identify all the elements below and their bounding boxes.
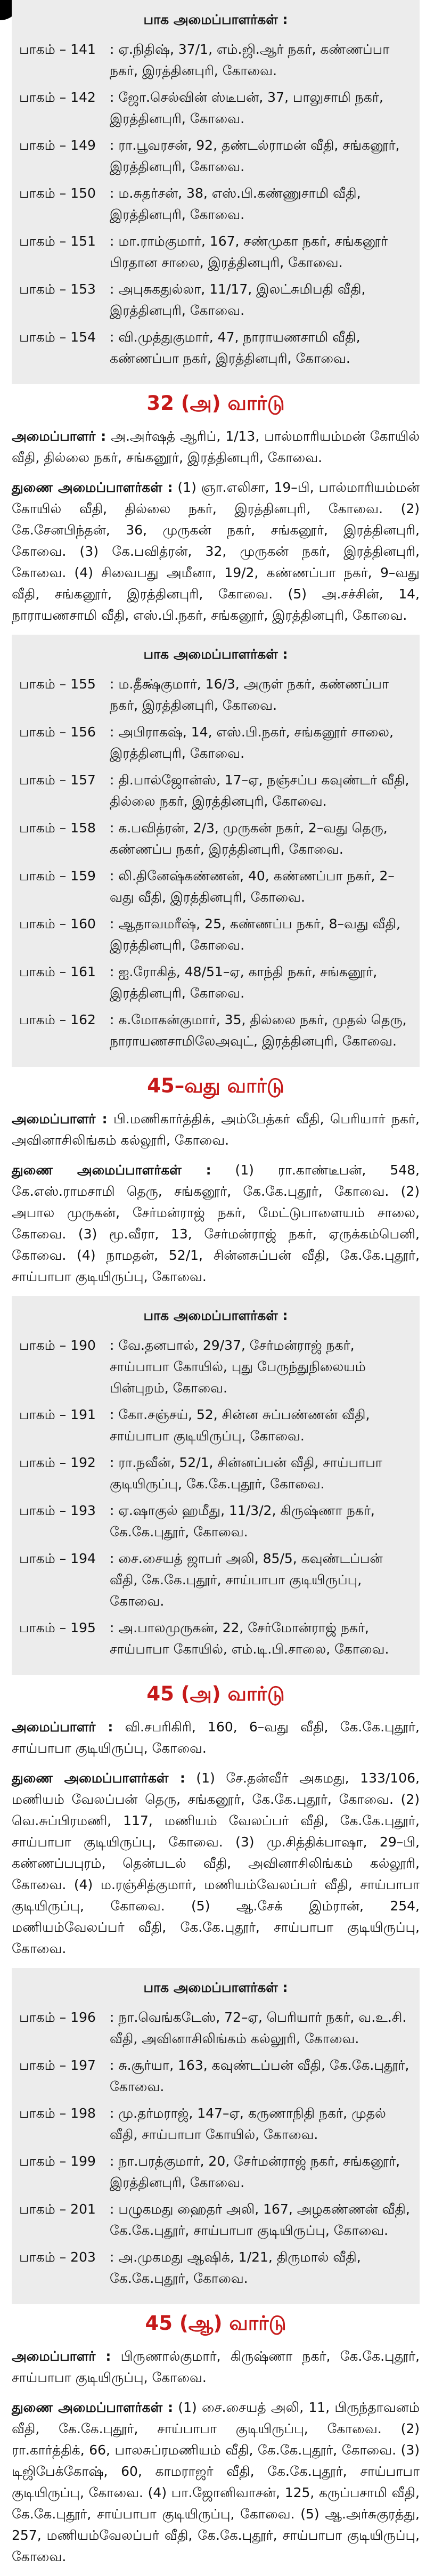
- part-organizer-details: : சை.சையத் ஜாபர் அலி, 85/5, கவுண்டப்பன் வீதி, கே.கே.புதூர், சாய்பாபா குடியிருப்பு, கோவை.: [110, 1551, 383, 1609]
- organizer-paragraph: [12, 1768, 420, 1959]
- part-number: பாகம் – 194: [19, 1551, 96, 1566]
- organizer-role-label: அமைப்பாளர் :: [12, 1719, 113, 1735]
- part-organizer-details: : ஏ.நிதிஷ், 37/1, எம்.ஜி.ஆர் நகர், கண்ணப்பா நகர், இரத்தினபுரி, கோவை.: [110, 42, 390, 78]
- box-heading: பாக அமைப்பாளர்கள் :: [143, 1308, 288, 1323]
- organizer-details: (1) சை.சையத் அலி, 11, பிருந்தாவனம் வீதி, கே.கே.புதூர், சாய்பாபா குடியிருப்பு, கோவை. (2) ரா.கார்த்திக், 66, பாலசுப்ரமணியம் வீதி, கே.கே.புதூர், கோவை. (3) டிஜிபேக்கோஷ், 60, காமராஜர் வீதி, கே.கே.புதூர், சாய்பாபா குடியிருப்பு, கோவை. (4) பா.ஜோனிவாசன், 125, கருப்பசாமி வீதி, கே.கே.புதூர், சாய்பாபா குடியிருப்பு, கோவை. (5) ஆ.அர்சுகுரத்து, 257, மணியம்வேலப்பர் வீதி, கே.கே.புதூர், சாய்பாபா குடியிருப்பு, கோவை.: [12, 2400, 420, 2564]
- part-organizer-details: : மு.தர்மராஜ், 147–ஏ, கருணாநிதி நகர், முதல் வீதி, சாய்பாபா கோயில், கோவை.: [110, 2105, 386, 2142]
- part-organizers-box: [12, 0, 420, 384]
- part-entry: [19, 2247, 412, 2289]
- part-number: பாகம் – 161: [19, 964, 96, 979]
- part-number: பாகம் – 157: [19, 772, 96, 788]
- part-entry: [19, 1617, 412, 1660]
- part-number: பாகம் – 199: [19, 2153, 96, 2169]
- part-organizers-box: [12, 635, 420, 1067]
- organizer-paragraph: [12, 1716, 420, 1759]
- part-entry: [19, 674, 412, 716]
- part-entry: [19, 2199, 412, 2241]
- part-entry: [19, 39, 412, 82]
- part-number: பாகம் – 160: [19, 916, 96, 931]
- organizer-role-label: துணை அமைப்பாளர்கள் :: [12, 1162, 211, 1178]
- part-organizer-details: : அபிராகஷ், 14, எஸ்.பி.நகர், சங்கனூர் சாலை, இரத்தினபுரி, கோவை.: [110, 724, 394, 761]
- ward-title: 45 (ஆ) வார்டு: [145, 2312, 286, 2335]
- part-organizer-details: : கோ.சஞ்சய், 52, சின்ன சுப்பண்ணன் வீதி, சாய்பாபா குடியிருப்பு, கோவை.: [110, 1407, 370, 1444]
- organizer-paragraph: [12, 1108, 420, 1151]
- ward-title: 32 (அ) வார்டு: [146, 392, 285, 415]
- part-entry: [19, 1009, 412, 1052]
- part-number: பாகம் – 158: [19, 820, 96, 836]
- part-entry: [19, 1452, 412, 1495]
- part-number: பாகம் – 162: [19, 1012, 96, 1027]
- part-number: பாகம் – 196: [19, 2010, 96, 2025]
- ward-title: 45–வது வார்டு: [147, 1074, 284, 1097]
- part-number: பாகம் – 150: [19, 185, 96, 201]
- part-organizer-details: : ரா.நவீன், 52/1, சின்னப்பன் வீதி, சாய்பாபா குடியிருப்பு, கே.கே.புதூர், கோவை.: [110, 1455, 382, 1492]
- organizer-paragraph: [12, 2346, 420, 2388]
- organizer-details: வி.சபரிகிரி, 160, 6–வது வீதி, கே.கே.புதூர், சாய்பாபா குடியிருப்பு, கோவை.: [12, 1719, 420, 1756]
- organizer-details: (1) ரா.காண்டீபன், 548, கே.எஸ்.ராமசாமி தெரு, சங்கனூர், கே.கே.புதூர், கோவை. (2) அபால முருகன், சேர்மன்ராஜ் நகர், மேட்டுபாளையம் சாலை, கோவை. (3) மூ.வீரா, 13, சேர்மன்ராஜ் நகர், ஏருக்கம்பெனி, கோவை. (4) நாமதன், 52/1, சின்னசுப்பன் வீதி, கே.கே.புதூர், சாய்பாபா குடியிருப்பு, கோவை.: [12, 1162, 420, 1284]
- organizer-details: பி.மணிகார்த்திக், அம்பேத்கர் வீதி, பெரியார் நகர், அவினாசிலிங்கம் கல்லூரி, கோவை.: [12, 1111, 420, 1148]
- organizer-role-label: துணை அமைப்பாளர்கள் :: [12, 2400, 174, 2415]
- part-organizer-details: : தி.பால்ஜோன்ஸ், 17–ஏ, நஞ்சப்ப கவுண்டர் வீதி, தில்லை நகர், இரத்தினபுரி, கோவை.: [110, 772, 409, 809]
- part-number: பாகம் – 159: [19, 868, 96, 884]
- part-organizer-details: : அ.பாலமுருகன், 22, சேர்மோன்ராஜ் நகர், சாய்பாபா கோயில், எம்.டி.பி.சாலை, கோவை.: [110, 1620, 389, 1657]
- part-entry: [19, 279, 412, 321]
- appointments-list: [12, 0, 420, 2576]
- part-organizer-details: : நா.பரத்குமார், 20, சேர்மன்ராஜ் நகர், சங்கனூர், இரத்தினபுரி, கோவை.: [110, 2153, 400, 2190]
- part-organizer-details: : வே.தனபால், 29/37, சேர்மன்ராஜ் நகர், சாய்பாபா கோயில், புது பேருந்துநிலையம் பின்புறம், கோவை.: [110, 1338, 366, 1396]
- part-entry: [19, 2055, 412, 2097]
- part-number: பாகம் – 195: [19, 1620, 96, 1635]
- part-entry: [19, 1404, 412, 1447]
- part-entry: [19, 1548, 412, 1612]
- part-entry: [19, 961, 412, 1004]
- part-organizer-details: : அபுசுகதுல்லா, 11/17, இலட்சுமிபதி வீதி, இரத்தினபுரி, கோவை.: [110, 281, 366, 318]
- organizer-details: (1) ஞா.எலிசா, 19–பி, பால்மாரியம்மன் கோயில் வீதி, தில்லை நகர், இரத்தினபுரி, கோவை. (2) கே.சேனபிந்தன், 36, முருகன் நகர், சங்கனூர், இரத்தினபுரி, கோவை. (3) கே.பவித்ரன், 32, முருகன் நகர், இரத்தினபுரி, கோவை. (4) சிவைபது அமீனா, 19/2, கண்ணப்பா நகர், 9–வது வீதி, சங்கனூர், இரத்தினபுரி, கோவை. (5) அ.சச்சின், 14, நாராயணசாமி வீதி, எஸ்.பி.நகர், சங்கனூர், இரத்தினபுரி, கோவை.: [12, 480, 420, 623]
- part-organizer-details: : க.மோகன்குமார், 35, தில்லை நகர், முதல் தெரு, நாராயணசாமிலேஅவுட், இரத்தினபுரி, கோவை.: [110, 1012, 407, 1049]
- part-organizer-details: : லி.தினேஷ்கண்ணன், 40, கண்ணப்பா நகர், 2–வது வீதி, இரத்தினபுரி, கோவை.: [110, 868, 395, 905]
- part-entry: [19, 2151, 412, 2193]
- part-entry: [19, 913, 412, 956]
- part-number: பாகம் – 190: [19, 1338, 96, 1353]
- part-entry: [19, 87, 412, 129]
- part-organizer-details: : ஜோ.செல்வின் ஸ்டீபன், 37, பாலுசாமி நகர், இரத்தினபுரி, கோவை.: [110, 90, 383, 126]
- part-entry: [19, 1335, 412, 1399]
- organizer-paragraph: [12, 2397, 420, 2567]
- part-number: பாகம் – 201: [19, 2201, 96, 2217]
- part-number: பாகம் – 151: [19, 233, 96, 249]
- organizer-paragraph: [12, 477, 420, 626]
- part-number: பாகம் – 197: [19, 2057, 96, 2073]
- part-organizer-details: : சு.சூர்யா, 163, கவுண்டப்பன் வீதி, கே.கே.புதூர், கோவை.: [110, 2057, 409, 2094]
- part-number: பாகம் – 141: [19, 42, 96, 57]
- part-organizer-details: : மா.ராம்குமார், 167, சண்முகா நகர், சங்கனூர் பிரதான சாலை, இரத்தினபுரி, கோவை.: [110, 233, 388, 270]
- part-organizer-details: : க.பவித்ரன், 2/3, முருகன் நகர், 2–வது தெரு, கண்ணப்ப நகர், இரத்தினபுரி, கோவை.: [110, 820, 388, 857]
- part-organizer-details: : ஆதாவமரீஷ், 25, கண்ணப்ப நகர், 8–வது வீதி, இரத்தினபுரி, கோவை.: [110, 916, 400, 953]
- ward-title: 45 (அ) வார்டு: [146, 1682, 285, 1705]
- part-number: பாகம் – 142: [19, 90, 96, 105]
- organizer-details: (1) சே.தன்வீர் அகமது, 133/106, மணியம் வேலப்பன் தெரு, சங்கனூர், கே.கே.புதூர், கோவை. (2) வெ.சுப்பிரமணி, 117, மணியம் வேலப்பர் வீதி, கே.கே.புதூர், சாய்பாபா குடியிருப்பு, கோவை. (3) மு.சித்திக்பாஷா, 29–பி, கண்ணப்பபுரம், தென்படல் வீதி, அவினாசிலிங்கம் கல்லூரி, கோவை. (4) ம.ரஞ்சித்குமார், மணியம்வேலப்பர் வீதி, சாய்பாபா குடியிருப்பு, கோவை. (5) ஆ.சேக் இம்ரான், 254, மணியம்வேலப்பர் வீதி, கே.கே.புதூர், சாய்பாபா குடியிருப்பு, கோவை.: [12, 1770, 420, 1956]
- part-organizers-box: [12, 1968, 420, 2304]
- part-organizer-details: : அ.முகமது ஆஷிக், 1/21, திருமால் வீதி, கே.கே.புதூர், கோவை.: [110, 2249, 361, 2286]
- part-organizer-details: : ஐ.ரோகித், 48/51–ஏ, காந்தி நகர், சங்கனூர், இரத்தினபுரி, கோவை.: [110, 964, 378, 1001]
- organizer-details: பிருணால்குமார், கிருஷ்ணா நகர், கே.கே.புதூர், சாய்பாபா குடியிருப்பு, கோவை.: [12, 2348, 420, 2385]
- part-entry: [19, 1500, 412, 1543]
- organizer-role-label: அமைப்பாளர் :: [12, 2348, 111, 2364]
- part-entry: [19, 769, 412, 812]
- part-number: பாகம் – 192: [19, 1455, 96, 1470]
- part-organizer-details: : ம.சுதர்சன், 38, எஸ்.பி.கண்ணுசாமி வீதி, இரத்தினபுரி, கோவை.: [110, 185, 361, 222]
- part-entry: [19, 2007, 412, 2050]
- organizer-role-label: துணை அமைப்பாளர்கள் :: [12, 480, 173, 495]
- part-entry: [19, 135, 412, 177]
- box-heading: பாக அமைப்பாளர்கள் :: [143, 646, 288, 662]
- box-heading: பாக அமைப்பாளர்கள் :: [143, 12, 288, 27]
- part-entry: [19, 722, 412, 764]
- part-entry: [19, 183, 412, 225]
- part-number: பாகம் – 191: [19, 1407, 96, 1422]
- part-number: பாகம் – 154: [19, 329, 96, 345]
- part-number: பாகம் – 155: [19, 676, 96, 692]
- part-entry: [19, 231, 412, 273]
- part-entry: [19, 2103, 412, 2145]
- box-heading: பாக அமைப்பாளர்கள் :: [143, 1980, 288, 1995]
- organizer-role-label: துணை அமைப்பாளர்கள் :: [12, 1770, 185, 1786]
- part-organizer-details: : வி.முத்துகுமார், 47, நாராயணசாமி வீதி, கண்ணப்பா நகர், இரத்தினபுரி, கோவை.: [110, 329, 361, 366]
- organizer-paragraph: [12, 1160, 420, 1287]
- organizer-role-label: அமைப்பாளர் :: [12, 1111, 108, 1127]
- part-number: பாகம் – 198: [19, 2105, 96, 2121]
- part-organizer-details: : ம.தீக்ஷ்குமார், 16/3, அருள் நகர், கண்ணப்பா நகர், இரத்தினபுரி, கோவை.: [110, 676, 389, 713]
- organizer-paragraph: [12, 426, 420, 468]
- part-entry: [19, 865, 412, 908]
- organizer-details: அ.அர்ஷத் ஆரிப், 1/13, பால்மாரியம்மன் கோயில் வீதி, தில்லை நகர், சங்கனூர், இரத்தினபுரி, கோவை.: [12, 428, 420, 465]
- part-organizers-box: [12, 1296, 420, 1675]
- part-organizer-details: : ஏ.ஷாகுல் ஹமீது, 11/3/2, கிருஷ்ணா நகர், கே.கே.புதூர், கோவை.: [110, 1503, 375, 1540]
- part-number: பாகம் – 193: [19, 1503, 96, 1518]
- part-organizer-details: : ரா.பூவரசன், 92, தண்டல்ராமன் வீதி, சங்கனூர், இரத்தினபுரி, கோவை.: [110, 137, 400, 174]
- part-number: பாகம் – 156: [19, 724, 96, 740]
- part-organizer-details: : நா.வெங்கடேஸ், 72–ஏ, பெரியார் நகர், வ.உ.சி. வீதி, அவினாசிலிங்கம் கல்லூரி, கோவை.: [110, 2010, 407, 2046]
- part-number: பாகம் – 153: [19, 281, 96, 297]
- part-entry: [19, 817, 412, 860]
- part-number: பாகம் – 203: [19, 2249, 96, 2265]
- part-organizer-details: : பழுகமது ஹைதர் அலி, 167, அழகண்ணன் வீதி, கே.கே.புதூர், சாய்பாபா குடியிருப்பு, கோவை.: [110, 2201, 410, 2238]
- part-number: பாகம் – 149: [19, 137, 96, 153]
- organizer-role-label: அமைப்பாளர் :: [12, 428, 106, 444]
- part-entry: [19, 327, 412, 369]
